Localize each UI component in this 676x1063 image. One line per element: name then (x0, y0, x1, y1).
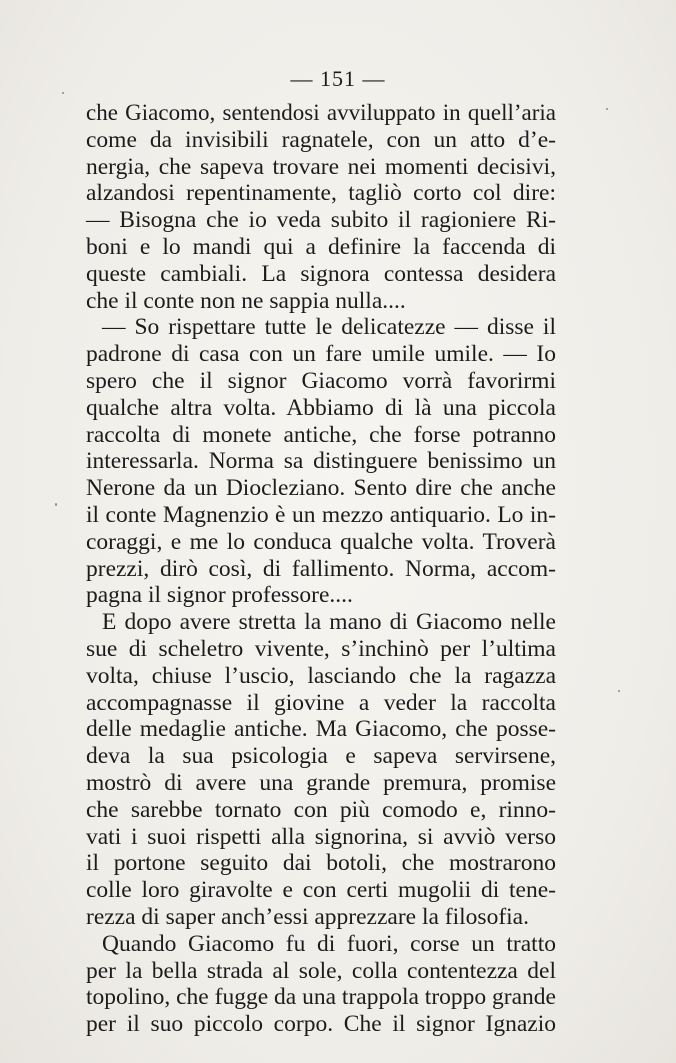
text-line: volta, chiuse l’uscio, lasciando che la ragazza (86, 662, 556, 689)
text-line: pagna il signor professore.... (86, 582, 353, 609)
text-line: il conte Magnenzio è un mezzo antiquario. Lo in- (86, 501, 556, 528)
text-line: rezza di saper anch’essi apprezzare la filosofia. (86, 903, 529, 930)
text-line: coraggi, e me lo conduca qualche volta. Troverà (86, 528, 556, 555)
text-line: spero che il signor Giacomo vorrà favorirmi (86, 367, 556, 394)
text-line: delle medaglie antiche. Ma Giacomo, che posse- (86, 716, 556, 743)
text-line: colle loro giravolte e con certi mugolii di tene- (86, 877, 556, 904)
text-line: Quando Giacomo fu di fuori, corse un tratto (102, 930, 556, 957)
text-line: che il conte non ne sappia nulla.... (86, 287, 406, 314)
text-line: prezzi, dirò così, di fallimento. Norma, accom- (86, 555, 556, 582)
text-line: interessarla. Norma sa distinguere benissimo un (86, 448, 556, 475)
text-line: queste cambiali. La signora contessa desidera (86, 260, 556, 287)
page-number: — 151 — (290, 66, 386, 91)
text-line: per la bella strada al sole, colla contentezza del (86, 957, 556, 984)
text-line: vati i suoi rispetti alla signorina, si avviò verso (86, 823, 556, 850)
text-line: nergia, che sapeva trovare nei momenti decisivi, (86, 153, 556, 180)
text-line: Nerone da un Diocleziano. Sento dire che anche (86, 475, 556, 502)
text-line: raccolta di monete antiche, che forse potranno (86, 421, 556, 448)
text-line: deva la sua psicologia e sapeva servirsene, (86, 743, 556, 770)
text-line: padrone di casa con un fare umile umile. — Io (86, 341, 556, 368)
print-speck (62, 92, 64, 94)
text-line: topolino, che fugge da una trappola troppo grande (86, 984, 556, 1011)
text-line: E dopo avere stretta la mano di Giacomo nelle (102, 609, 556, 636)
text-line: — So rispettare tutte le delicatezze — disse il (102, 314, 556, 341)
text-line: mostrò di avere una grande premura, promise (86, 769, 556, 796)
text-line: accompagnasse il giovine a veder la raccolta (86, 689, 556, 716)
print-speck (55, 503, 57, 506)
print-speck (606, 108, 608, 110)
text-line: per il suo piccolo corpo. Che il signor Ignazio (86, 1011, 556, 1038)
text-line: che sarebbe tornato con più comodo e, rinno- (86, 796, 556, 823)
text-line: qualche altra volta. Abbiamo di là una piccola (86, 394, 556, 421)
body-text (86, 100, 556, 1038)
text-line: boni e lo mandi qui a definire la faccenda di (86, 233, 556, 260)
text-line: — Bisogna che io veda subito il ragioniere Ri- (86, 207, 556, 234)
text-line: il portone seguito dai botoli, che mostrarono (86, 850, 556, 877)
text-line: come da invisibili ragnatele, con un atto d’e- (86, 126, 556, 153)
text-line: che Giacomo, sentendosi avviluppato in quell’aria (86, 100, 556, 125)
text-line: alzandosi repentinamente, tagliò corto col dire: (86, 180, 556, 207)
print-speck (618, 690, 620, 692)
text-line: sue di scheletro vivente, s’inchinò per l’ultima (86, 635, 556, 662)
